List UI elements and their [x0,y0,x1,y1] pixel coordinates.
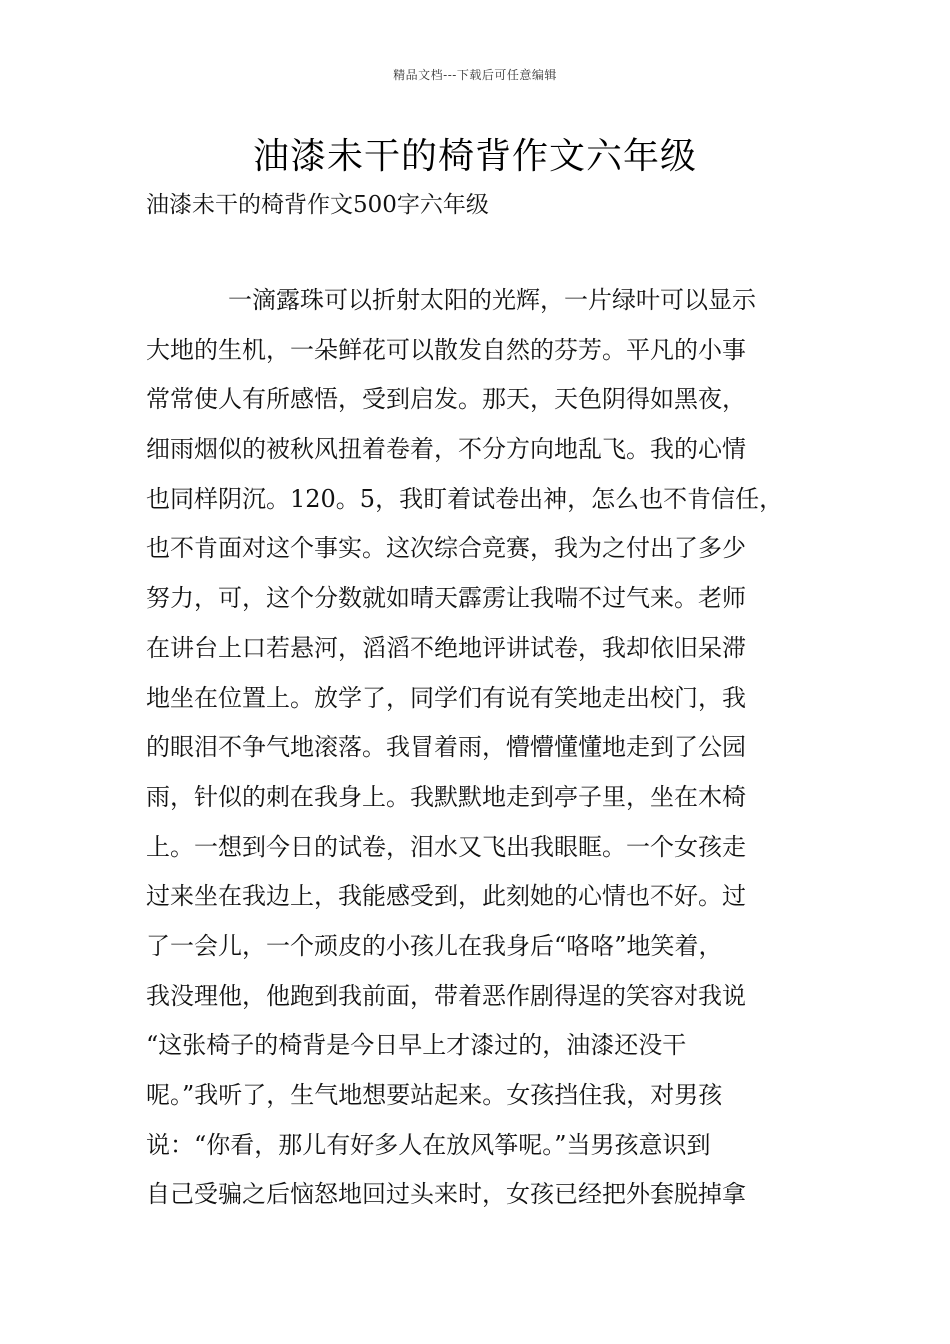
essay-body [146,286,826,1230]
document-subtitle: 油漆未干的椅背作文500字六年级 [146,192,489,218]
text-line: 常常使人有所感悟，受到启发。那天，天色阴得如黑夜， [146,385,746,414]
text-line: 大地的生机，一朵鲜花可以散发自然的芬芳。平凡的小事 [146,335,746,364]
text-line: 一滴露珠可以折射太阳的光辉，一片绿叶可以显示 [228,286,756,314]
text-line: 的眼泪不争气地滚落。我冒着雨，懵懵懂懂地走到了公园 [146,733,746,762]
text-line: 也同样阴沉。120。5，我盯着试卷出神，怎么也不肯信任， [146,484,784,513]
text-line: 呢。”我听了，生气地想要站起来。女孩挡住我，对男孩 [146,1081,723,1109]
text-line: 也不肯面对这个事实。这次综合竞赛，我为之付出了多少 [146,534,746,563]
text-line: 细雨烟似的被秋风扭着卷着，不分方向地乱飞。我的心情 [146,435,746,464]
text-line: 我没理他，他跑到我前面，带着恶作剧得逞的笑容对我说 [146,981,746,1010]
text-line: 雨，针似的刺在我身上。我默默地走到亭子里，坐在木椅 [146,782,746,811]
page-header: 精品文档---下载后可任意编辑 [393,68,557,82]
text-line: “这张椅子的椅背是今日早上才漆过的，油漆还没干 [146,1031,687,1060]
text-line: 自己受骗之后恼怒地回过头来时，女孩已经把外套脱掉拿 [146,1180,746,1209]
text-line: 地坐在位置上。放学了，同学们有说有笑地走出校门，我 [146,683,746,712]
text-line: 在讲台上口若悬河，滔滔不绝地评讲试卷，我却依旧呆滞 [146,633,746,662]
text-line: 说：“你看，那儿有好多人在放风筝呢。”当男孩意识到 [146,1130,711,1159]
text-line: 上。一想到今日的试卷，泪水又飞出我眼眶。一个女孩走 [146,832,746,861]
document-title: 油漆未干的椅背作文六年级 [252,136,697,177]
text-line: 努力，可，这个分数就如晴天霹雳让我喘不过气来。老师 [146,584,746,613]
text-line: 了一会儿，一个顽皮的小孩儿在我身后“咯咯”地笑着， [146,931,723,960]
text-line: 过来坐在我边上，我能感受到，此刻她的心情也不好。过 [146,882,746,911]
